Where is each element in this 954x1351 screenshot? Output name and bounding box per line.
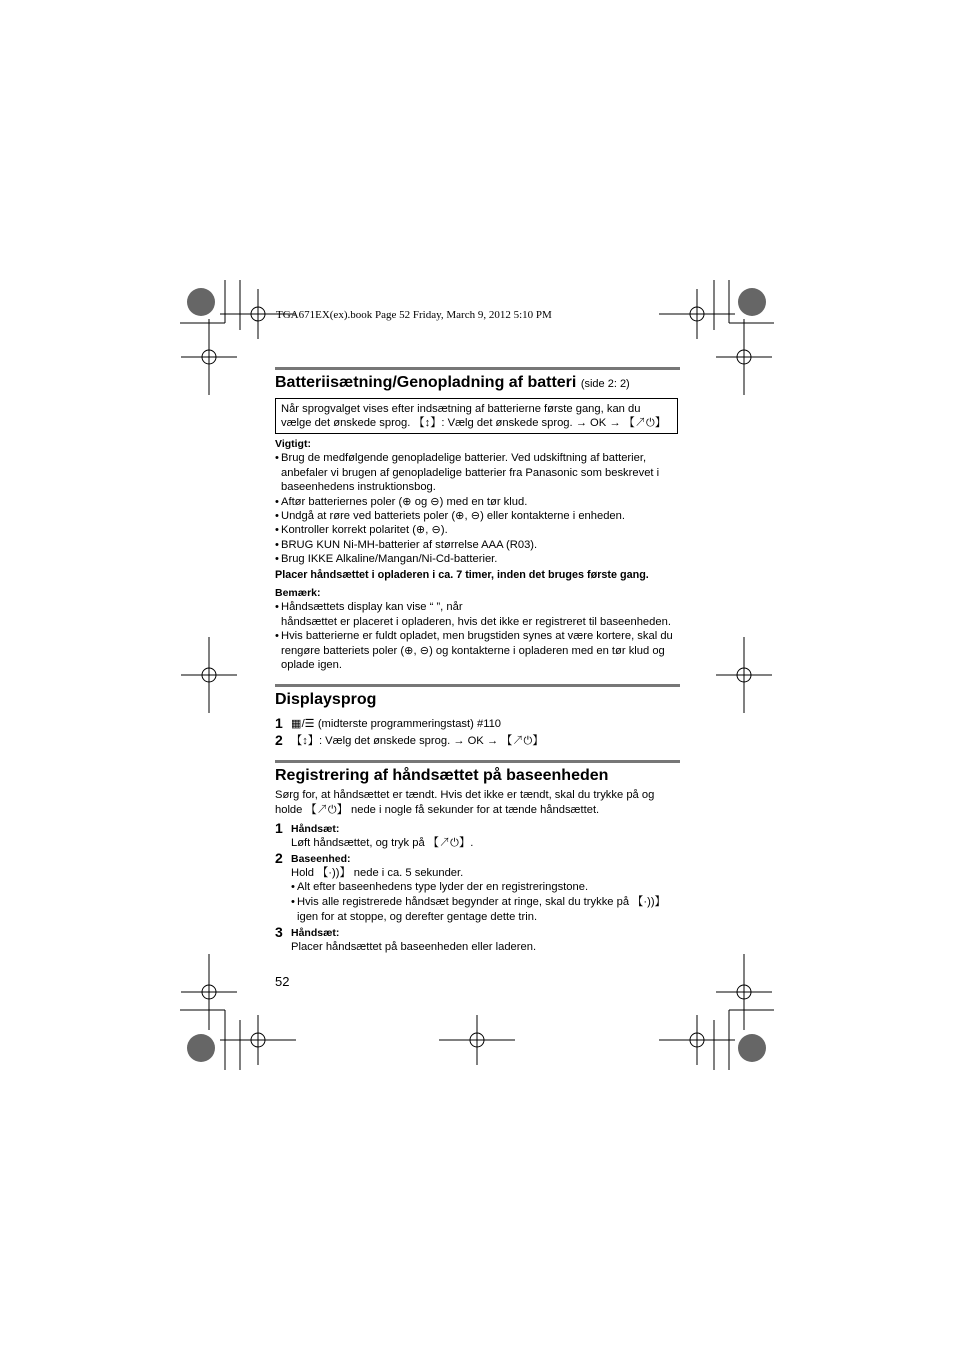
remark-label: Bemærk: xyxy=(275,587,321,599)
charging-note: Placer håndsættet i opladeren i ca. 7 timer, inden det bruges første gang. xyxy=(275,569,649,581)
list-item-line: Kontroller korrekt polaritet (⊕, ⊖). xyxy=(281,524,448,536)
step-number: 2 xyxy=(275,850,283,866)
list-item-line: Alt efter baseenhedens type lyder der en registreringstone. xyxy=(297,881,589,893)
list-item xyxy=(275,451,685,495)
bullet-dot: • xyxy=(291,896,295,908)
step-label: Baseenhed: xyxy=(291,853,351,865)
list-item-line: BRUG KUN Ni-MH-batterier af størrelse AAA (R03). xyxy=(281,539,538,551)
bullet-dot: • xyxy=(275,553,279,565)
step-number: 1 xyxy=(275,715,283,731)
step-text: 【↕】: Vælg det ønskede sprog. → OK → 【↗⏻】 xyxy=(291,735,544,747)
bullet-dot: • xyxy=(275,539,279,551)
language-note-box xyxy=(275,398,678,434)
step-text: ▦/☰ (midterste programmeringstast) #110 xyxy=(291,718,502,730)
section-title-text: Batteriisætning/Genopladning af batteri xyxy=(275,374,577,391)
step-text: Løft håndsættet, og tryk på 【↗⏻】. xyxy=(291,837,474,849)
list-item-line: anbefaler vi brugen af genopladelige batterier fra Panasonic som beskrevet i xyxy=(281,466,660,479)
bullet-dot: • xyxy=(275,496,279,508)
bullet-dot: • xyxy=(275,524,279,536)
section-rule xyxy=(275,760,680,763)
list-item-line: rengøre batteriets poler (⊕, ⊖) og kontakterne i opladeren med en tør klud og xyxy=(281,644,665,657)
list-item-line: baseenhedens instruktionsbog. xyxy=(281,481,436,493)
bullet-dot: • xyxy=(291,881,295,893)
section-title-display-language: Displaysprog xyxy=(275,691,377,708)
bullet-dot: • xyxy=(275,630,279,642)
section-title-battery xyxy=(275,374,630,392)
intro-line: Sørg for, at håndsættet er tændt. Hvis det ikke er tændt, skal du trykke på og xyxy=(275,789,655,801)
bullet-dot: • xyxy=(275,452,279,464)
section-rule xyxy=(275,684,680,687)
bullet-dot: • xyxy=(275,601,279,613)
list-item-line: Undgå at røre ved batteriets poler (⊕, ⊖) eller kontakterne i enheden. xyxy=(281,510,625,522)
book-header-line: TGA671EX(ex).book Page 52 Friday, March 9, 2012 5:10 PM xyxy=(276,309,552,321)
list-item-line: Aftør batteriernes poler (⊕ og ⊖) med en tør klud. xyxy=(281,496,528,508)
box-line: vælge det ønskede sprog. 【↕】: Vælg det ønskede sprog. → OK → 【↗⏻】 xyxy=(281,417,667,429)
important-label: Vigtigt: xyxy=(275,438,311,450)
list-item-line: håndsættet er placeret i opladeren, hvis det ikke er registreret til baseenheden. xyxy=(281,615,671,628)
list-item-line: Hvis alle registrerede håndsæt begynder at ringe, skal du trykke på 【·))】 xyxy=(297,896,666,908)
intro-line: holde 【↗⏻】 nede i nogle få sekunder for at tænde håndsættet. xyxy=(275,804,600,816)
bullet-dot: • xyxy=(275,510,279,522)
list-item-line: igen for at stoppe, og derefter gentage dette trin. xyxy=(297,910,538,923)
list-item-line: oplade igen. xyxy=(281,659,342,671)
step-label: Håndsæt: xyxy=(291,927,340,939)
step-text: Hold 【·))】 nede i ca. 5 sekunder. xyxy=(291,867,464,879)
page-number: 52 xyxy=(275,974,290,989)
section-title-registration: Registrering af håndsættet på baseenheden xyxy=(275,767,609,784)
list-item-line: Håndsættets display kan vise “ ”, når xyxy=(281,601,463,613)
box-line: Når sprogvalget vises efter indsætning af batterierne første gang, kan du xyxy=(281,403,641,415)
section-rule xyxy=(275,367,680,370)
section-title-ref: (side 2: 2) xyxy=(580,378,630,390)
list-item-line: Hvis batterierne er fuldt opladet, men brugstiden synes at være kortere, skal du xyxy=(281,630,673,642)
step-number: 1 xyxy=(275,820,283,836)
step-text: Placer håndsættet på baseenheden eller laderen. xyxy=(291,941,537,953)
step-number: 3 xyxy=(275,924,283,940)
step-number: 2 xyxy=(275,732,283,748)
step-label: Håndsæt: xyxy=(291,823,340,835)
list-item-line: Brug IKKE Alkaline/Mangan/Ni-Cd-batterier. xyxy=(281,553,498,565)
list-item-line: Brug de medfølgende genopladelige batterier. Ved udskiftning af batterier, xyxy=(281,452,647,464)
